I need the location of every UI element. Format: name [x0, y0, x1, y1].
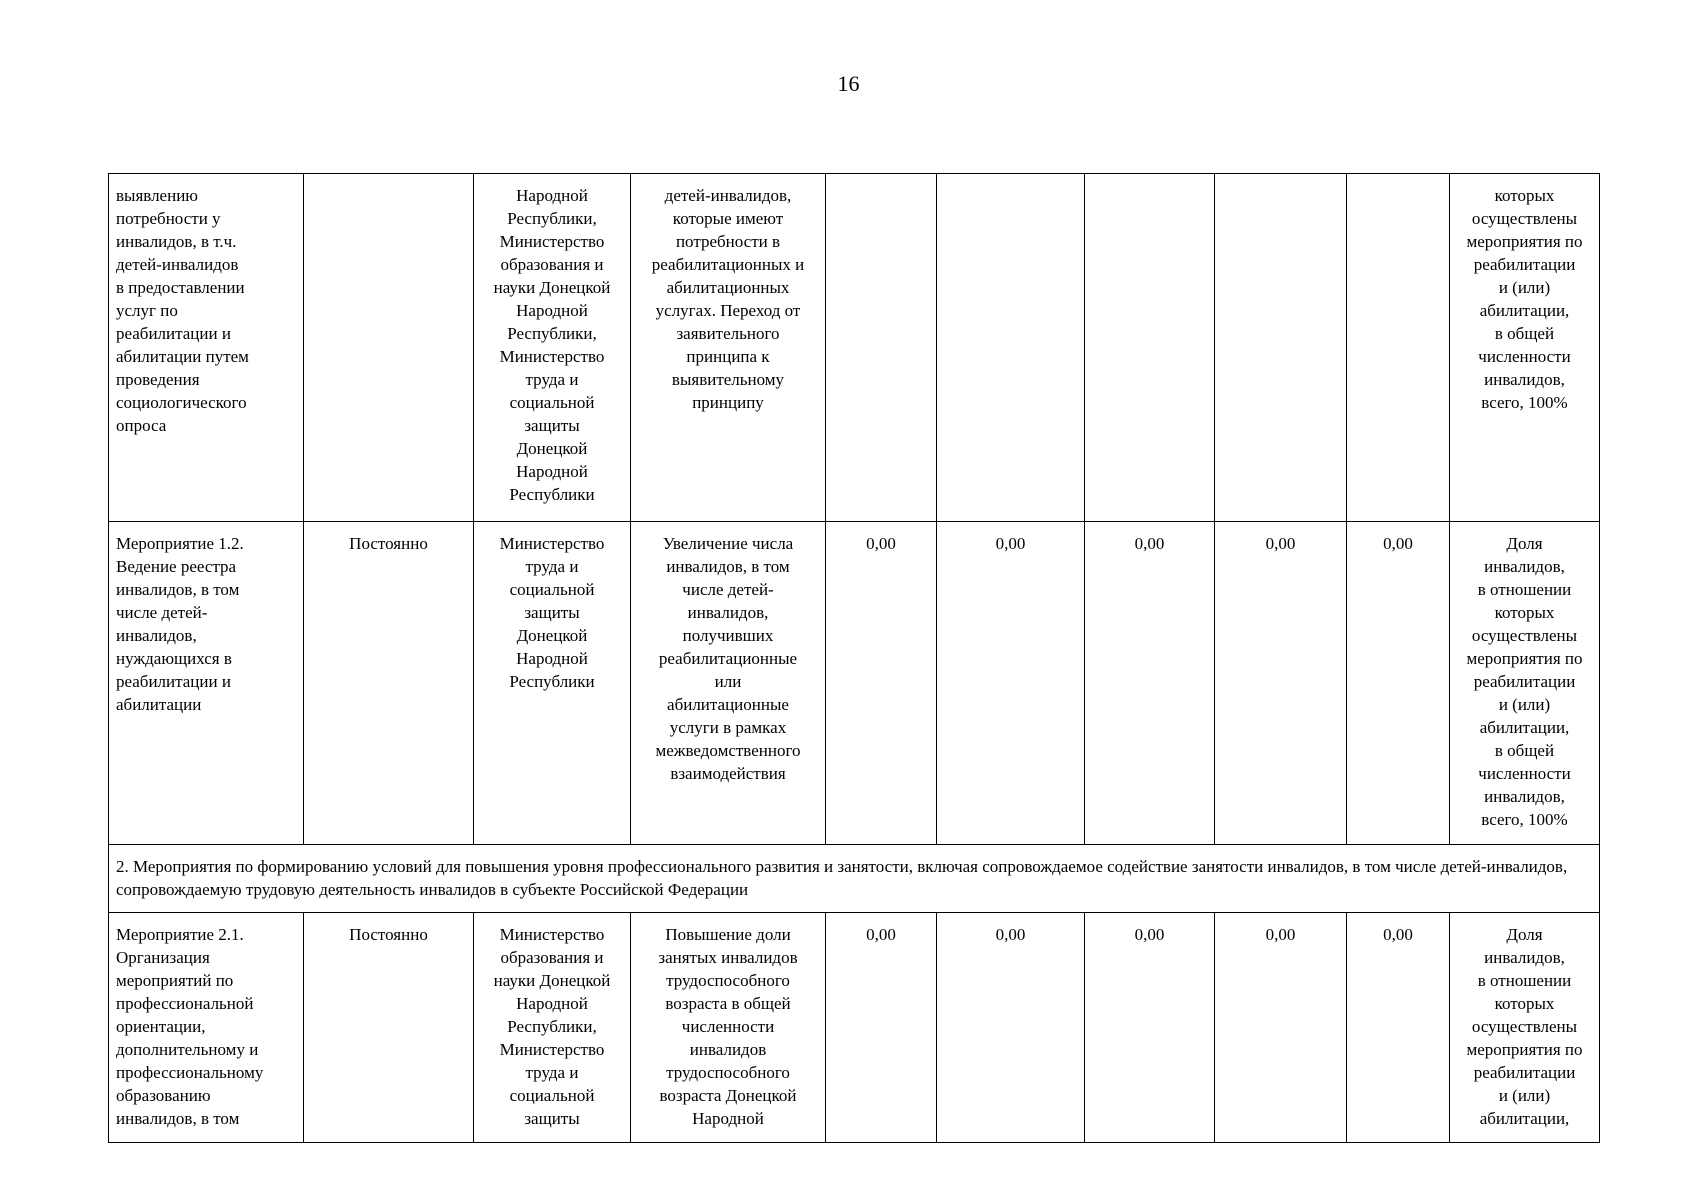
value-cell: 0,00: [1215, 913, 1347, 1143]
value-cell: 0,00: [826, 913, 937, 1143]
period-cell: Постоянно: [304, 913, 474, 1143]
period-cell: [304, 174, 474, 522]
table-row: [109, 522, 1600, 845]
value-cell: 0,00: [1347, 522, 1450, 845]
value-cell: [1347, 174, 1450, 522]
value-cell: [937, 174, 1085, 522]
indicator-cell: которых осуществлены мероприятия по реабилитации и (или) абилитации, в общей численности инвалидов, всего, 100%: [1450, 174, 1600, 522]
page-number: 16: [837, 71, 860, 96]
value-cell: 0,00: [1347, 913, 1450, 1143]
executor-cell: Министерство образования и науки Донецкой Народной Республики, Министерство труда и социальной защиты: [474, 913, 631, 1143]
value-cell: [826, 174, 937, 522]
value-cell: 0,00: [1215, 522, 1347, 845]
section-heading: 2. Мероприятия по формированию условий для повышения уровня профессионального развития и занятости, включая сопровождаемое содействие занятости инвалидов, в том числе детей-инвалидов, сопровождаемую трудовую деятельность инвалидов в субъекте Российской Федерации: [109, 845, 1600, 913]
indicator-cell: Доля инвалидов, в отношении которых осуществлены мероприятия по реабилитации и (или) абилитации, в общей численности инвалидов, всего, 100%: [1450, 522, 1600, 845]
value-cell: [1215, 174, 1347, 522]
value-cell: 0,00: [826, 522, 937, 845]
executor-cell: Министерство труда и социальной защиты Донецкой Народной Республики: [474, 522, 631, 845]
executor-cell: Народной Республики, Министерство образования и науки Донецкой Народной Республики, Министерство труда и социальной защиты Донецкой Народной Республики: [474, 174, 631, 522]
measure-name-cell: выявлению потребности у инвалидов, в т.ч. детей-инвалидов в предоставлении услуг по реабилитации и абилитации путем проведения социологического опроса: [109, 174, 304, 522]
value-cell: 0,00: [937, 522, 1085, 845]
measures-table: [108, 173, 1600, 1143]
value-cell: 0,00: [1085, 522, 1215, 845]
table-row: [109, 174, 1600, 522]
section-row: [109, 845, 1600, 913]
period-cell: Постоянно: [304, 522, 474, 845]
expected-result-cell: Повышение доли занятых инвалидов трудоспособного возраста в общей численности инвалидов трудоспособного возраста Донецкой Народной: [631, 913, 826, 1143]
value-cell: 0,00: [1085, 913, 1215, 1143]
indicator-cell: Доля инвалидов, в отношении которых осуществлены мероприятия по реабилитации и (или) абилитации,: [1450, 913, 1600, 1143]
measure-name-cell: Мероприятие 2.1. Организация мероприятий по профессиональной ориентации, дополнительному и профессиональному образованию инвалидов, в том: [109, 913, 304, 1143]
expected-result-cell: детей-инвалидов, которые имеют потребности в реабилитационных и абилитационных услугах. Переход от заявительного принципа к выявительному принципу: [631, 174, 826, 522]
table-row: [109, 913, 1600, 1143]
expected-result-cell: Увеличение числа инвалидов, в том числе детей- инвалидов, получивших реабилитационные или абилитационные услуги в рамках межведомственного взаимодействия: [631, 522, 826, 845]
value-cell: [1085, 174, 1215, 522]
value-cell: 0,00: [937, 913, 1085, 1143]
measure-name-cell: Мероприятие 1.2. Ведение реестра инвалидов, в том числе детей- инвалидов, нуждающихся в реабилитации и абилитации: [109, 522, 304, 845]
